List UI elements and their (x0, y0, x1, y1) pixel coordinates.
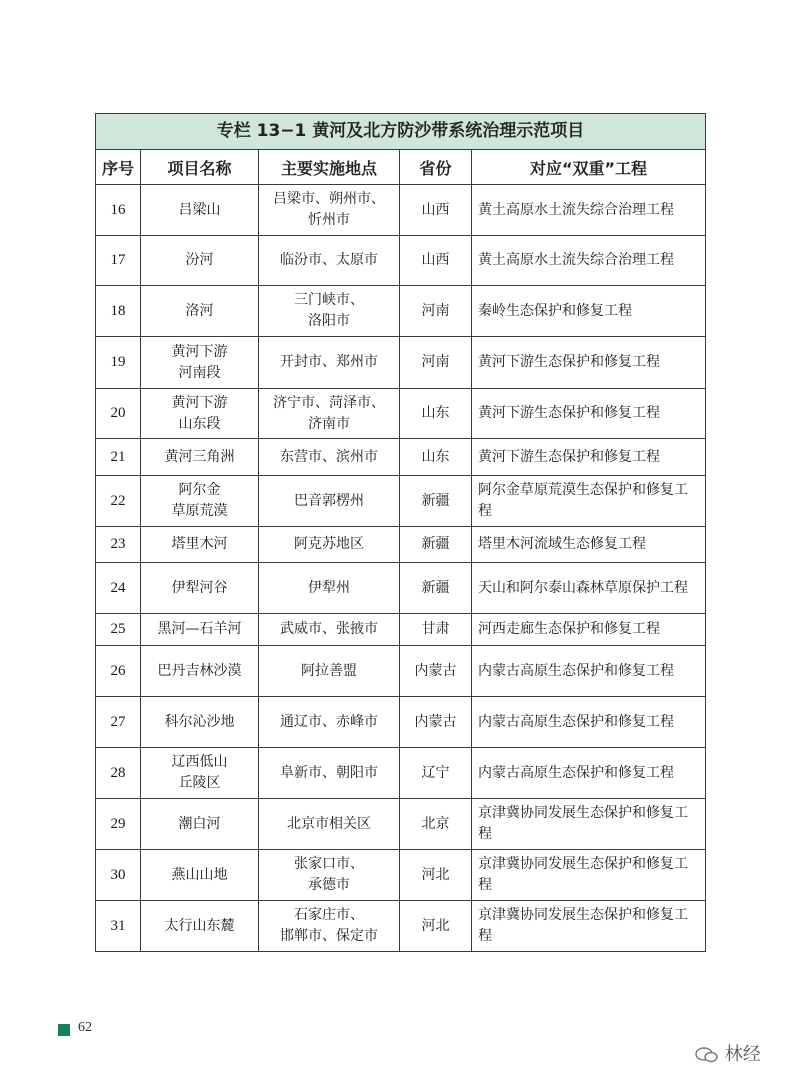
project-name-line: 伊犁河谷 (171, 579, 228, 596)
table-row (96, 286, 706, 337)
location-line: 张家口市、 (294, 856, 364, 872)
project-name (141, 389, 259, 439)
location-line: 北京市相关区 (287, 815, 371, 832)
header-number: 序号 (96, 150, 141, 185)
location-line: 东营市、滨州市 (280, 448, 378, 465)
table-row (96, 646, 706, 697)
location (259, 799, 400, 850)
project-name-line: 黄河三角洲 (164, 448, 235, 465)
engineering-project: 黄河下游生态保护和修复工程 (472, 439, 706, 476)
table-row (96, 850, 706, 901)
project-name-line: 丘陵区 (178, 775, 221, 791)
province: 山西 (400, 185, 472, 236)
project-name (141, 614, 259, 646)
engineering-project: 黄河下游生态保护和修复工程 (472, 389, 706, 439)
table-row (96, 799, 706, 850)
location (259, 476, 400, 527)
row-number: 21 (96, 439, 141, 476)
table-header-row (96, 150, 706, 185)
location (259, 563, 400, 614)
location (259, 439, 400, 476)
watermark-text: 林经 (724, 1044, 761, 1065)
location-line: 阿克苏地区 (294, 536, 364, 552)
engineering-project: 黄土高原水土流失综合治理工程 (472, 185, 706, 236)
engineering-project: 塔里木河流域生态修复工程 (472, 527, 706, 563)
location (259, 901, 400, 952)
location (259, 748, 400, 799)
province: 河南 (400, 337, 472, 389)
row-number: 18 (96, 286, 141, 337)
project-name (141, 563, 259, 614)
province: 河北 (400, 850, 472, 901)
province: 内蒙古 (400, 646, 472, 697)
row-number: 30 (96, 850, 141, 901)
project-name (141, 748, 259, 799)
engineering-project: 京津冀协同发展生态保护和修复工程 (472, 799, 706, 850)
header-engineering: 对应“双重”工程 (472, 150, 706, 185)
location (259, 646, 400, 697)
project-name-line: 黄河下游 (171, 394, 228, 411)
location-line: 开封市、郑州市 (280, 354, 378, 370)
location-line: 阜新市、朝阳市 (280, 764, 378, 781)
project-table-container (95, 113, 705, 952)
project-name (141, 286, 259, 337)
project-name-line: 草原荒漠 (171, 503, 228, 519)
project-name (141, 439, 259, 476)
row-number: 26 (96, 646, 141, 697)
project-name-line: 山东段 (178, 415, 221, 432)
location (259, 850, 400, 901)
table-row (96, 337, 706, 389)
row-number: 22 (96, 476, 141, 527)
row-number: 24 (96, 563, 141, 614)
project-name-line: 科尔沁沙地 (164, 713, 235, 730)
project-name (141, 185, 259, 236)
table-row (96, 563, 706, 614)
table-row (96, 389, 706, 439)
row-number: 28 (96, 748, 141, 799)
engineering-project: 内蒙古高原生态保护和修复工程 (472, 748, 706, 799)
province: 新疆 (400, 476, 472, 527)
project-name (141, 799, 259, 850)
row-number: 17 (96, 236, 141, 286)
project-name (141, 527, 259, 563)
location-line: 三门峡市、 (294, 292, 364, 308)
location (259, 389, 400, 439)
table-row (96, 614, 706, 646)
project-name (141, 850, 259, 901)
header-province: 省份 (400, 150, 472, 185)
row-number: 25 (96, 614, 141, 646)
location (259, 236, 400, 286)
table-row (96, 527, 706, 563)
row-number: 20 (96, 389, 141, 439)
table-row (96, 697, 706, 748)
location (259, 614, 400, 646)
location-line: 石家庄市、 (294, 907, 364, 923)
location (259, 337, 400, 389)
page-marker-square (58, 1024, 70, 1036)
table-row (96, 748, 706, 799)
engineering-project: 黄河下游生态保护和修复工程 (472, 337, 706, 389)
location (259, 697, 400, 748)
location-line: 邯郸市、保定市 (280, 928, 378, 944)
province: 山东 (400, 389, 472, 439)
engineering-project: 京津冀协同发展生态保护和修复工程 (472, 901, 706, 952)
province: 山西 (400, 236, 472, 286)
row-number: 27 (96, 697, 141, 748)
location (259, 286, 400, 337)
table-row (96, 439, 706, 476)
province: 北京 (400, 799, 472, 850)
project-name-line: 黑河—石羊河 (157, 621, 242, 637)
row-number: 19 (96, 337, 141, 389)
province: 河北 (400, 901, 472, 952)
location-line: 阿拉善盟 (301, 662, 357, 679)
header-location: 主要实施地点 (259, 150, 400, 185)
project-name (141, 337, 259, 389)
project-name (141, 901, 259, 952)
location-line: 济宁市、菏泽市、 (273, 394, 385, 411)
engineering-project: 阿尔金草原荒漠生态保护和修复工程 (472, 476, 706, 527)
page-number: 62 (78, 1020, 92, 1035)
engineering-project: 内蒙古高原生态保护和修复工程 (472, 646, 706, 697)
table-row (96, 185, 706, 236)
table-row (96, 901, 706, 952)
province: 甘肃 (400, 614, 472, 646)
project-name-line: 太行山东麓 (164, 917, 235, 934)
table-row (96, 476, 706, 527)
row-number: 31 (96, 901, 141, 952)
header-project-name: 项目名称 (141, 150, 259, 185)
project-name-line: 汾河 (185, 252, 214, 268)
engineering-project: 天山和阿尔泰山森林草原保护工程 (472, 563, 706, 614)
project-name-line: 潮白河 (178, 815, 221, 832)
project-name-line: 塔里木河 (171, 536, 228, 552)
table-title-row (96, 114, 706, 150)
location-line: 忻州市 (308, 212, 350, 228)
project-name (141, 646, 259, 697)
project-name-line: 吕梁山 (178, 201, 221, 218)
table-row (96, 236, 706, 286)
project-name-line: 河南段 (178, 364, 221, 381)
project-name-line: 辽西低山 (171, 754, 228, 770)
location (259, 185, 400, 236)
project-name (141, 697, 259, 748)
location-line: 巴音郭楞州 (294, 492, 364, 509)
engineering-project: 秦岭生态保护和修复工程 (472, 286, 706, 337)
province: 河南 (400, 286, 472, 337)
location-line: 承德市 (308, 877, 350, 893)
row-number: 23 (96, 527, 141, 563)
location-line: 伊犁州 (308, 579, 350, 596)
province: 新疆 (400, 563, 472, 614)
location-line: 通辽市、赤峰市 (280, 713, 378, 730)
engineering-project: 内蒙古高原生态保护和修复工程 (472, 697, 706, 748)
project-table (95, 113, 706, 952)
province: 辽宁 (400, 748, 472, 799)
engineering-project: 京津冀协同发展生态保护和修复工程 (472, 850, 706, 901)
project-name (141, 476, 259, 527)
project-name-line: 洛河 (185, 302, 214, 319)
location-line: 武威市、张掖市 (280, 621, 378, 637)
location-line: 吕梁市、朔州市、 (273, 191, 385, 207)
province: 内蒙古 (400, 697, 472, 748)
engineering-project: 黄土高原水土流失综合治理工程 (472, 236, 706, 286)
watermark (695, 1040, 761, 1066)
project-name-line: 阿尔金 (178, 482, 221, 498)
engineering-project: 河西走廊生态保护和修复工程 (472, 614, 706, 646)
row-number: 16 (96, 185, 141, 236)
location (259, 527, 400, 563)
location-line: 洛阳市 (308, 313, 350, 329)
project-name-line: 黄河下游 (171, 343, 228, 360)
table-title: 专栏 13−1 黄河及北方防沙带系统治理示范项目 (96, 114, 706, 150)
province: 新疆 (400, 527, 472, 563)
row-number: 29 (96, 799, 141, 850)
project-name-line: 燕山山地 (171, 866, 228, 883)
location-line: 济南市 (308, 415, 350, 432)
chat-bubble-icon (695, 1046, 719, 1064)
project-name-line: 巴丹吉林沙漠 (157, 662, 242, 679)
province: 山东 (400, 439, 472, 476)
project-name (141, 236, 259, 286)
location-line: 临汾市、太原市 (280, 252, 378, 268)
